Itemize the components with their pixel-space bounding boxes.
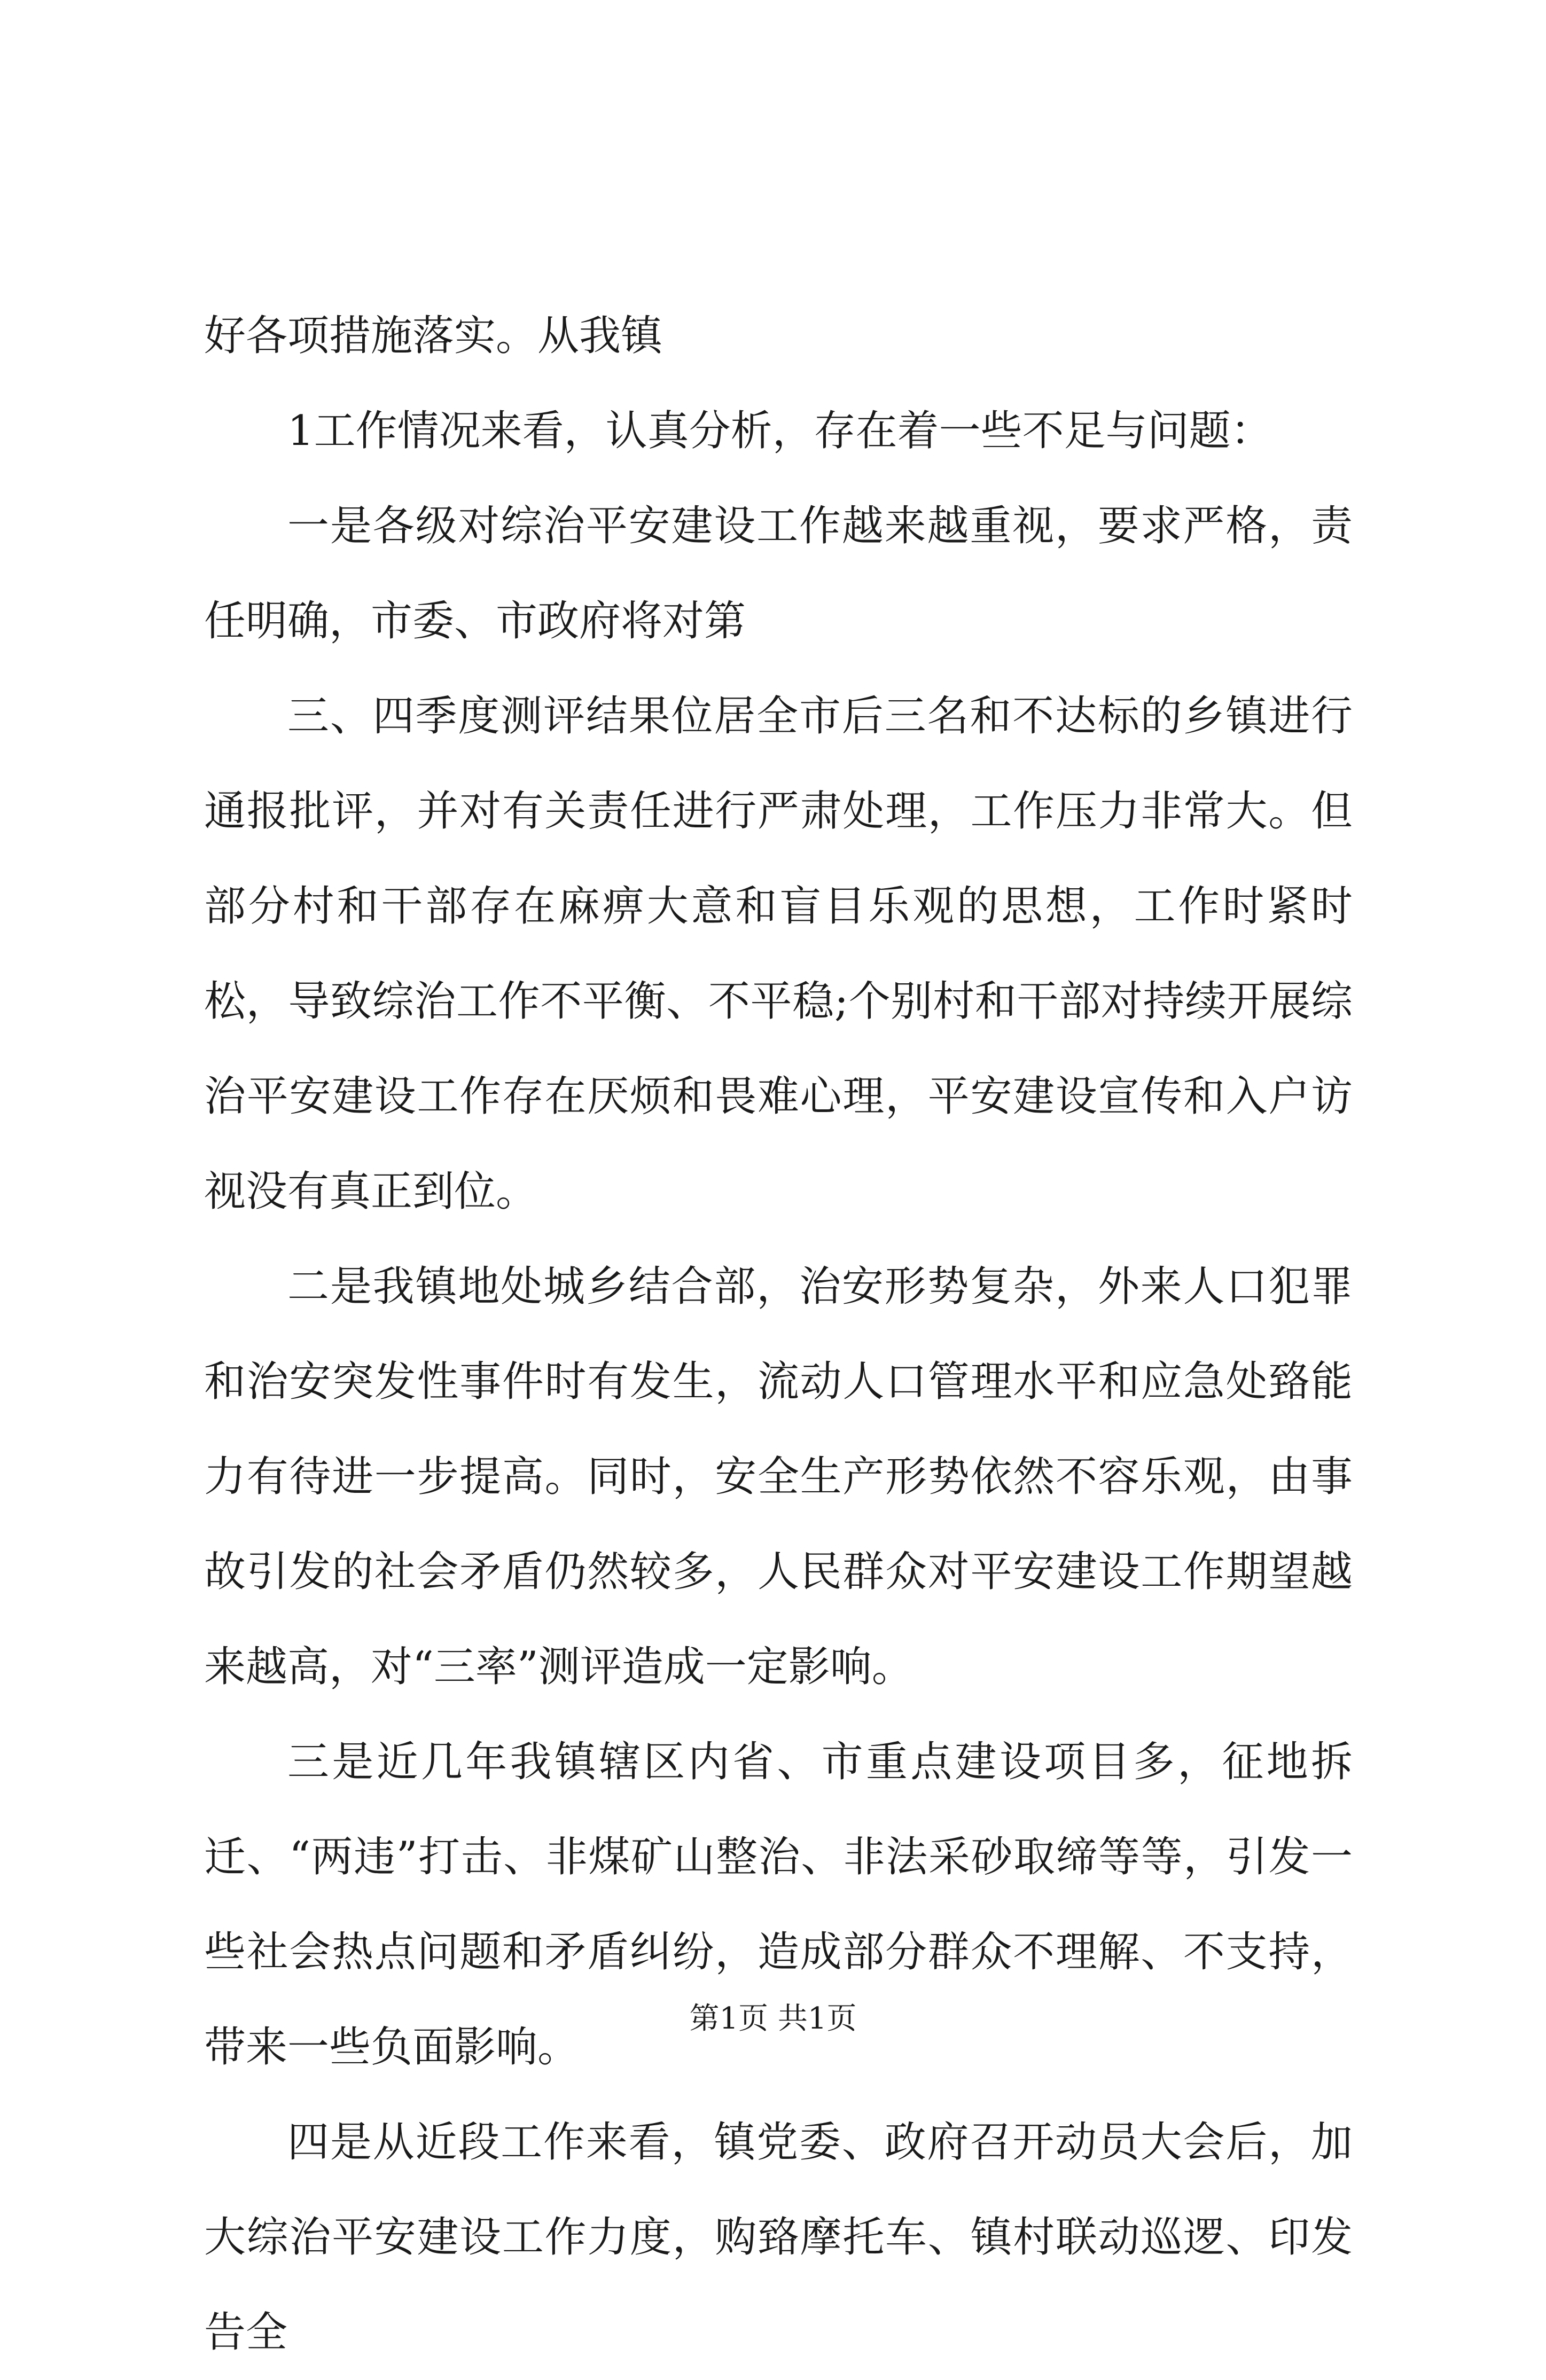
document-body <box>204 288 1353 2380</box>
paragraph-4: 三、四季度测评结果位居全市后三名和不达标的乡镇进行通报批评，并对有关责任进行严肃处理，工作压力非常大。但部分村和干部存在麻痹大意和盲目乐观的思想，工作时紧时松，导致综治工作不平衡、不平稳;个别村和干部对持续开展综治平安建设工作存在厌烦和畏难心理，平安建设宣传和入户访视没有真正到位。 <box>204 692 1353 1216</box>
paragraph-5: 二是我镇地处城乡结合部，治安形势复杂，外来人口犯罪和治安突发性事件时有发生，流动人口管理水平和应急处臵能力有待进一步提高。同时，安全生产形势依然不容乐观，由事故引发的社会矛盾仍然较多，人民群众对平安建设工作期望越来越高，对“三率”测评造成一定影响。 <box>204 1263 1353 1691</box>
paragraph-6: 三是近几年我镇辖区内省、市重点建设项目多，征地拆迁、“两违”打击、非煤矿山整治、非法采砂取缔等等，引发一些社会热点问题和矛盾纠纷，造成部分群众不理解、不支持，带来一些负面影响。 <box>204 1738 1353 2071</box>
page-footer <box>0 1998 1546 2040</box>
page-number-label: 第1页 共1页 <box>689 2001 857 2036</box>
paragraph-3: 一是各级对综治平安建设工作越来越重视，要求严格，责任明确，市委、市政府将对第 <box>204 502 1353 645</box>
paragraph-2: 1工作情况来看，认真分析，存在着一些不足与问题： <box>287 407 1272 455</box>
paragraph-7: 四是从近段工作来看，镇党委、政府召开动员大会后，加大综治平安建设工作力度，购臵摩托车、镇村联动巡逻、印发告全 <box>204 2118 1353 2356</box>
paragraph-1: 好各项措施落实。从我镇 <box>204 312 663 360</box>
